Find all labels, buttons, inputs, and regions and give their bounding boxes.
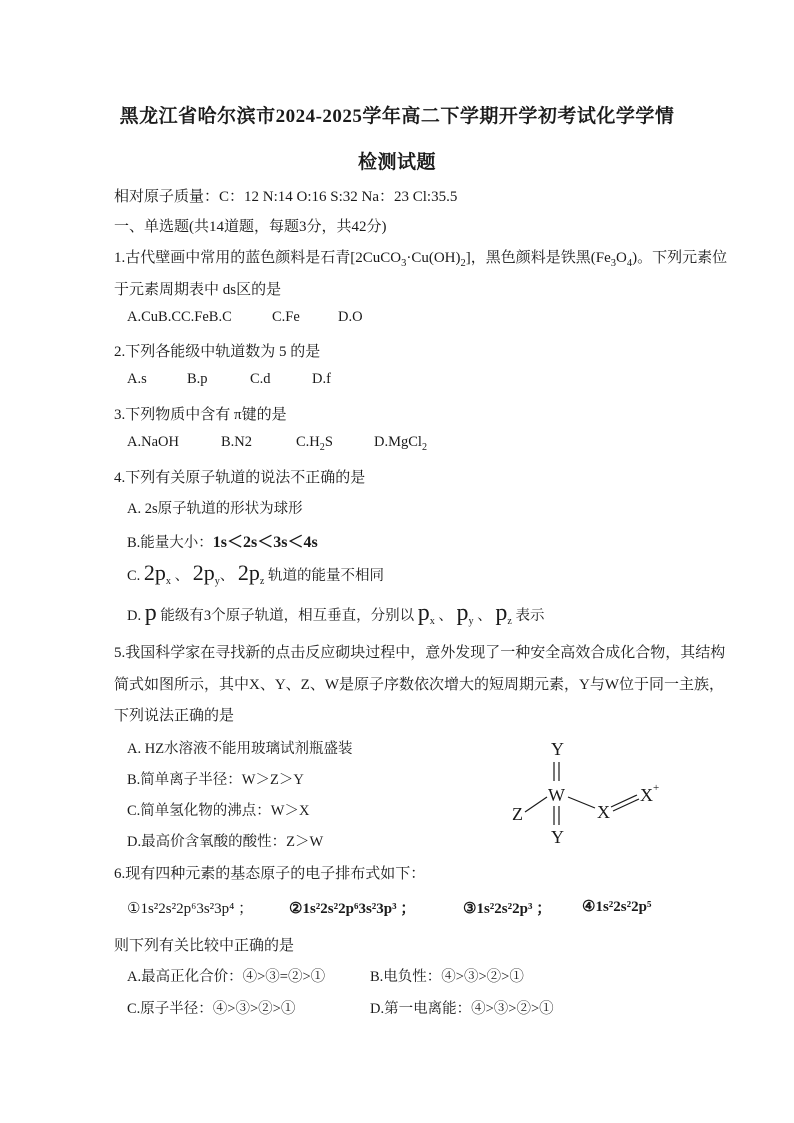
q1-stem-cont: 于元素周期表中 ds区的是	[114, 282, 282, 298]
q2-option-d: D.f	[312, 371, 331, 387]
q1-option-c: C.Fe	[272, 309, 300, 325]
structure-diagram	[500, 735, 680, 850]
q1-option-a: A.CuB.CC.FeB.C	[127, 309, 232, 325]
q1-option-d: D.O	[338, 309, 363, 325]
q5-stem-line2: 简式如图所示，其中X、Y、Z、W是原子序数依次增大的短周期元素，Y与W位于同一主族，	[114, 677, 724, 693]
q2-option-a: A.s	[127, 371, 147, 387]
q3-stem: 3.下列物质中含有 π键的是	[114, 407, 287, 423]
q6-config-1: ①1s²2s²2p⁶3s²3p⁴ ；	[127, 901, 254, 917]
atomic-mass-note: 相对原子质量：C：12 N:14 O:16 S:32 Na：23 Cl:35.5	[114, 189, 458, 205]
q2-option-b: B.p	[187, 371, 208, 387]
atom-z-left: Z	[512, 804, 523, 824]
q6-config-4: ④1s²2s²2p⁵	[582, 899, 652, 915]
atom-x-middle: X	[597, 802, 610, 822]
q3-option-a: A.NaOH	[127, 434, 179, 450]
charge-plus: +	[653, 782, 660, 794]
exam-title-line1: 黑龙江省哈尔滨市2024-2025学年高二下学期开学初考试化学学情	[119, 106, 675, 127]
q4-option-d: D. p 能级有3个原子轨道，相互垂直，分别以 $p_x$ 、 $p_y$ 、 $p_z$ 表示	[127, 600, 545, 627]
q6-config-3: ③1s²2s²2p³ ；	[463, 901, 552, 917]
q6-option-a: A.最高正化合价：④>③=②>①	[127, 969, 326, 985]
section-heading: 一、单选题(共14道题，每题3分，共42分)	[114, 219, 387, 235]
atom-w-center: W	[548, 785, 565, 805]
atom-x-right: X	[640, 785, 653, 805]
q5-option-b: B.简单离子半径：W＞Z＞Y	[127, 772, 304, 788]
q3-option-b: B.N2	[221, 434, 253, 450]
q2-stem: 2.下列各能级中轨道数为 5 的是	[114, 344, 321, 360]
q1-stem: 1.古代壁画中常用的蓝色颜料是石青$[2CuCO_3\cdot Cu(OH)_2]$，黑色颜料是铁黑$(Fe_3O_4)$。下列元素位	[114, 250, 728, 269]
q3-option-d: D.MgCl$_2$	[374, 434, 428, 453]
q4-stem: 4.下列有关原子轨道的说法不正确的是	[114, 470, 366, 486]
q6-option-d: D.第一电离能：④>③>②>①	[370, 1001, 554, 1017]
atom-y-top: Y	[551, 739, 564, 759]
exam-title-line2: 检测试题	[357, 152, 436, 173]
q6-stem-cont: 则下列有关比较中正确的是	[114, 938, 295, 954]
q5-option-d: D.最高价含氧酸的酸性：Z＞W	[127, 834, 324, 850]
q5-stem-line3: 下列说法正确的是	[114, 708, 235, 724]
q5-option-a: A. HZ水溶液不能用玻璃试剂瓶盛装	[127, 741, 353, 757]
q4-option-c: C. $2p_x$ 、 $2p_y$、 $2p_z$ 轨道的能量不相同	[127, 560, 385, 587]
q3-option-c: $C.H_2S$	[296, 434, 333, 453]
q6-stem: 6.现有四种元素的基态原子的电子排布式如下：	[114, 866, 426, 882]
q6-option-c: C.原子半径：④>③>②>①	[127, 1001, 296, 1017]
q6-config-2: ②1s²2s²2p⁶3s²3p³ ；	[289, 901, 416, 917]
q6-option-b: B.电负性：④>③>②>①	[370, 969, 524, 985]
q5-option-c: C.简单氢化物的沸点：W＞X	[127, 803, 310, 819]
q4-option-a: A. 2s原子轨道的形状为球形	[127, 501, 303, 517]
q4-option-b: B.能量大小：1s＜2s＜3s＜4s	[127, 534, 318, 551]
atom-y-bottom: Y	[551, 827, 564, 847]
q5-stem-line1: 5.我国科学家在寻找新的点击反应砌块过程中，意外发现了一种安全高效合成化合物，其结构	[114, 645, 726, 661]
q2-option-c: C.d	[250, 371, 271, 387]
